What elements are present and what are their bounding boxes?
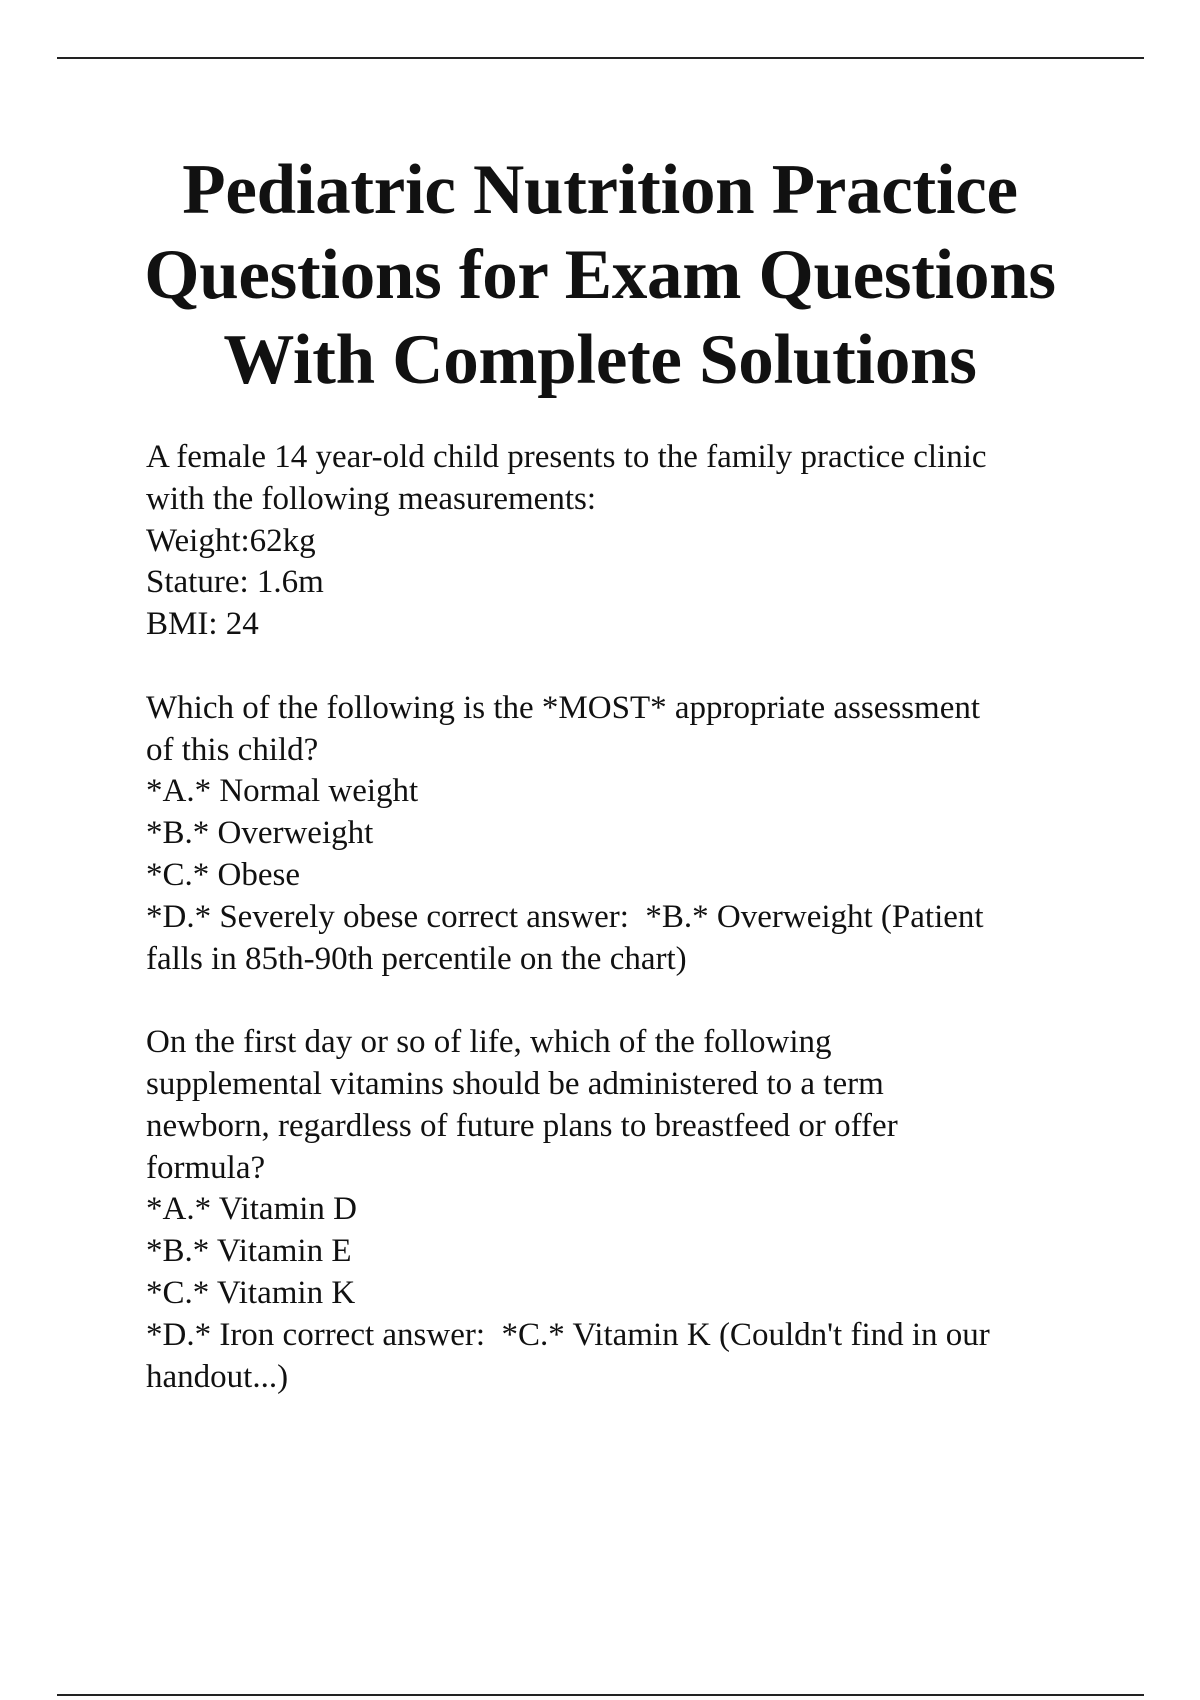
answer-option-with-correct-answer: *D.* Iron correct answer: *C.* Vitamin K (Couldn't find in our [146, 1316, 990, 1353]
correct-answer-explanation: falls in 85th-90th percentile on the chart) [146, 940, 687, 977]
title-line: With Complete Solutions [223, 321, 977, 399]
question-prompt: Which of the following is the *MOST* appropriate assessment [146, 689, 981, 726]
question-text: formula? [146, 1149, 266, 1186]
answer-option: *B.* Overweight [146, 815, 374, 852]
answer-option: *C.* Vitamin K [146, 1274, 356, 1311]
bottom-divider [57, 1694, 1144, 1696]
measurement-weight: Weight:62kg [146, 522, 316, 559]
answer-option: *A.* Vitamin D [146, 1191, 357, 1228]
question-block [146, 1022, 1106, 1398]
answer-option-with-correct-answer: *D.* Severely obese correct answer: *B.* Overweight (Patient [146, 898, 984, 935]
document-body [146, 437, 1106, 1398]
top-divider [57, 57, 1144, 59]
blank-line [146, 646, 1106, 688]
answer-option: *A.* Normal weight [146, 773, 419, 810]
question-text: A female 14 year-old child presents to the family practice clinic [146, 439, 987, 475]
paragraph-gap [146, 980, 1106, 1022]
question-text: supplemental vitamins should be administered to a term [146, 1065, 884, 1102]
answer-option: *B.* Vitamin E [146, 1233, 352, 1270]
question-text: newborn, regardless of future plans to breastfeed or offer [146, 1107, 898, 1144]
title-line: Pediatric Nutrition Practice [182, 151, 1018, 229]
question-block [146, 437, 1106, 980]
answer-option: *C.* Obese [146, 856, 300, 893]
title-line: Questions for Exam Questions [144, 236, 1056, 314]
measurement-stature: Stature: 1.6m [146, 564, 324, 601]
question-prompt: of this child? [146, 731, 319, 768]
correct-answer-explanation: handout...) [146, 1358, 289, 1395]
question-text: with the following measurements: [146, 480, 596, 517]
document-title [100, 148, 1100, 403]
question-text: On the first day or so of life, which of the following [146, 1024, 832, 1061]
measurement-bmi: BMI: 24 [146, 606, 259, 643]
